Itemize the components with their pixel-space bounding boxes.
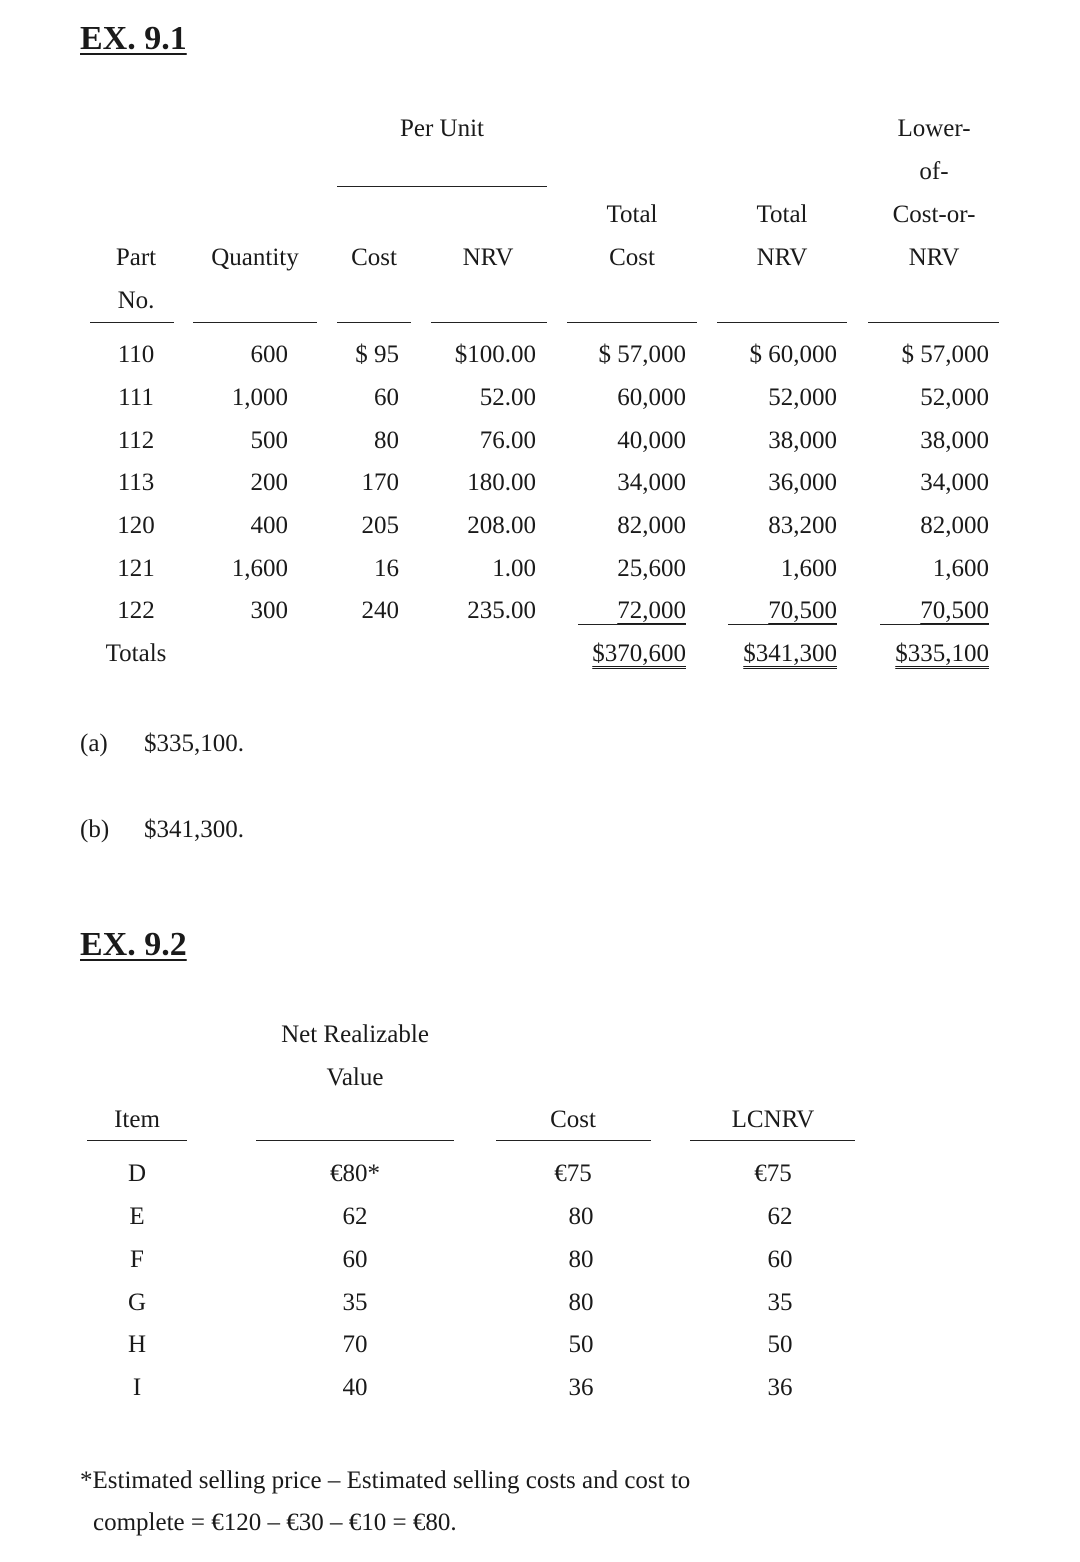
answer-value: $341,300. <box>144 816 244 843</box>
total-cost-header-1: Total <box>606 201 658 228</box>
total-nrv-header-1: Total <box>756 201 808 228</box>
cost-cell: 80 <box>568 1203 594 1230</box>
item-cell: E <box>129 1203 145 1230</box>
quantity-header: Quantity <box>211 244 299 271</box>
cost-header: Cost <box>351 244 397 271</box>
total-nrv-rule <box>717 322 847 323</box>
total-cost-subtotal-rule <box>578 624 686 625</box>
per-unit-header: Per Unit <box>399 115 485 142</box>
cost-cell: 80 <box>568 1289 594 1316</box>
total-cost-cell: 34,000 <box>617 469 686 496</box>
table-row <box>0 1247 1080 1277</box>
ex91-title: EX. 9.1 <box>80 20 187 57</box>
lcnrv-cell: 70,500 <box>920 597 989 624</box>
lcnrv-header-4: NRV <box>908 244 960 271</box>
lcnrv-subtotal-rule <box>880 624 989 625</box>
part-no-cell: 110 <box>117 341 155 368</box>
lcnrv-rule <box>690 1140 855 1141</box>
part-no-cell: 111 <box>118 384 154 411</box>
part-no-rule <box>90 322 174 323</box>
total-nrv-cell: 38,000 <box>768 427 837 454</box>
answer-value: $335,100. <box>144 730 244 757</box>
nrv-cell: 35 <box>342 1289 368 1316</box>
item-cell: H <box>127 1331 147 1358</box>
nrv-cell: 60 <box>342 1246 368 1273</box>
total-nrv-subtotal-rule <box>728 624 837 625</box>
table-row <box>0 470 1080 500</box>
cost-cell: $ 95 <box>355 341 399 368</box>
footnote-line-2: complete = €120 – €30 – €10 = €80. <box>93 1509 457 1536</box>
lcnrv-cell: 36 <box>767 1374 793 1401</box>
per-unit-rule <box>337 186 547 187</box>
cost-cell: 50 <box>568 1331 594 1358</box>
part-no-cell: 122 <box>117 597 155 624</box>
total-cost-cell: 82,000 <box>617 512 686 539</box>
totals-row <box>0 641 1080 671</box>
total-nrv-cell: 1,600 <box>780 555 837 582</box>
table-row <box>0 1375 1080 1405</box>
nrv-cell: 62 <box>342 1203 368 1230</box>
cost-rule <box>337 322 411 323</box>
cost-cell: 16 <box>374 555 399 582</box>
part-no-cell: 112 <box>117 427 155 454</box>
nrv-cell: 1.00 <box>492 555 536 582</box>
quantity-cell: 300 <box>250 597 288 624</box>
table-row <box>0 428 1080 458</box>
table-row <box>0 1204 1080 1234</box>
part-no-header-2: No. <box>117 287 155 314</box>
table-row <box>0 1332 1080 1362</box>
lcnrv-cell: €75 <box>754 1160 792 1187</box>
table-row <box>0 342 1080 372</box>
total-cost-cell: 25,600 <box>617 555 686 582</box>
quantity-cell: 500 <box>250 427 288 454</box>
total-nrv-header-2: NRV <box>756 244 808 271</box>
nrv-header-2: Value <box>326 1064 384 1091</box>
nrv-cell: $100.00 <box>454 341 536 368</box>
quantity-cell: 1,000 <box>231 384 288 411</box>
cost-cell: 60 <box>374 384 399 411</box>
part-no-cell: 113 <box>117 469 155 496</box>
nrv-header-1: Net Realizable <box>281 1021 429 1048</box>
nrv-cell: €80* <box>330 1160 380 1187</box>
item-cell: G <box>127 1289 147 1316</box>
lcnrv-rule <box>868 322 999 323</box>
table-row <box>0 513 1080 543</box>
lcnrv-cell: 1,600 <box>932 555 989 582</box>
nrv-rule <box>256 1140 454 1141</box>
table-row <box>0 385 1080 415</box>
total-nrv-total: $341,300 <box>743 640 837 667</box>
cost-cell: 80 <box>568 1246 594 1273</box>
part-no-cell: 121 <box>117 555 155 582</box>
part-no-header-1: Part <box>115 244 157 271</box>
totals-label: Totals <box>105 640 167 667</box>
item-cell: F <box>130 1246 144 1273</box>
table-row <box>0 556 1080 586</box>
answer-label: (a) <box>80 730 108 757</box>
nrv-cell: 70 <box>342 1331 368 1358</box>
item-cell: I <box>132 1374 142 1401</box>
answer-a <box>80 730 244 757</box>
quantity-cell: 200 <box>250 469 288 496</box>
cost-cell: €75 <box>554 1160 592 1187</box>
quantity-cell: 600 <box>250 341 288 368</box>
quantity-rule <box>193 322 317 323</box>
total-cost-cell: 72,000 <box>617 597 686 624</box>
nrv-header: NRV <box>462 244 514 271</box>
lcnrv-cell: 62 <box>767 1203 793 1230</box>
nrv-cell: 235.00 <box>467 597 536 624</box>
lcnrv-header-3: Cost-or- <box>892 201 976 228</box>
nrv-cell: 40 <box>342 1374 368 1401</box>
cost-header: Cost <box>550 1106 596 1133</box>
total-cost-rule <box>567 322 697 323</box>
cost-cell: 205 <box>361 512 399 539</box>
lcnrv-cell: 35 <box>767 1289 793 1316</box>
lcnrv-header-1: Lower- <box>897 115 971 142</box>
lcnrv-cell: 82,000 <box>920 512 989 539</box>
total-nrv-cell: 36,000 <box>768 469 837 496</box>
total-nrv-cell: 70,500 <box>768 597 837 624</box>
quantity-cell: 400 <box>250 512 288 539</box>
nrv-cell: 208.00 <box>467 512 536 539</box>
total-cost-cell: 40,000 <box>617 427 686 454</box>
total-cost-cell: $ 57,000 <box>598 341 686 368</box>
answer-b <box>80 816 244 843</box>
footnote-line-1: *Estimated selling price – Estimated selling costs and cost to <box>80 1467 691 1494</box>
lcnrv-total: $335,100 <box>895 640 989 667</box>
lcnrv-cell: $ 57,000 <box>901 341 989 368</box>
table-row <box>0 1290 1080 1320</box>
lcnrv-cell: 60 <box>767 1246 793 1273</box>
total-cost-cell: 60,000 <box>617 384 686 411</box>
cost-cell: 80 <box>374 427 399 454</box>
ex92-title: EX. 9.2 <box>80 926 187 963</box>
total-nrv-cell: $ 60,000 <box>749 341 837 368</box>
answer-label: (b) <box>80 816 110 843</box>
cost-cell: 36 <box>568 1374 594 1401</box>
lcnrv-cell: 38,000 <box>920 427 989 454</box>
part-no-cell: 120 <box>117 512 155 539</box>
lcnrv-cell: 52,000 <box>920 384 989 411</box>
cost-cell: 170 <box>361 469 399 496</box>
total-cost-total: $370,600 <box>592 640 686 667</box>
footnote <box>80 1460 840 1544</box>
lcnrv-cell: 50 <box>767 1331 793 1358</box>
lcnrv-cell: 34,000 <box>920 469 989 496</box>
cost-rule <box>496 1140 651 1141</box>
nrv-cell: 52.00 <box>479 384 536 411</box>
total-cost-header-2: Cost <box>609 244 655 271</box>
lcnrv-header: LCNRV <box>731 1106 815 1133</box>
item-rule <box>87 1140 187 1141</box>
cost-cell: 240 <box>361 597 399 624</box>
nrv-cell: 76.00 <box>479 427 536 454</box>
table-row <box>0 1161 1080 1191</box>
item-header: Item <box>114 1106 160 1133</box>
nrv-cell: 180.00 <box>467 469 536 496</box>
total-nrv-cell: 83,200 <box>768 512 837 539</box>
quantity-cell: 1,600 <box>231 555 288 582</box>
total-nrv-cell: 52,000 <box>768 384 837 411</box>
lcnrv-header-2: of- <box>919 158 949 185</box>
item-cell: D <box>127 1160 147 1187</box>
nrv-rule <box>431 322 547 323</box>
